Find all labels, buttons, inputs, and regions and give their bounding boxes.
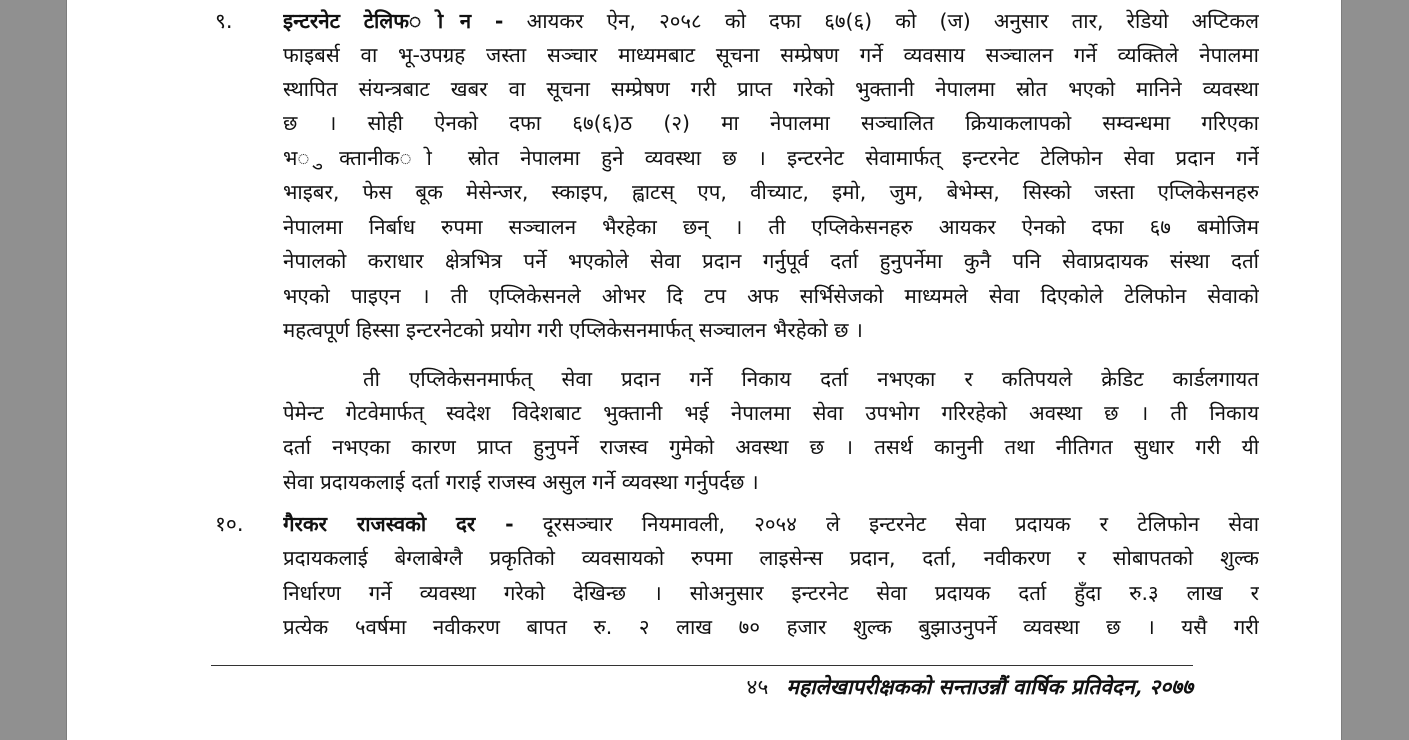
paragraph-line: नेपालको कराधार क्षेत्रभित्र पर्ने भएकोले सेवा प्रदान गर्नुपूर्व दर्ता हुनुपर्नेमा कुनै पनि सेवाप्रदायक संस्था दर्ता xyxy=(283,249,1259,273)
paragraph-line: पेमेन्ट गेटवेमार्फत् स्वदेश विदेशबाट भुक्तानी भई नेपालमा सेवा उपभोग गरिरहेको अवस्था छ । ती निकाय xyxy=(283,401,1259,425)
paragraph-line: प्रत्येक ५वर्षमा नवीकरण बापत रु. २ लाख ७० हजार शुल्क बुझाउनुपर्ने व्यवस्था छ । यसै गरी xyxy=(283,615,1259,639)
item-number: ९. xyxy=(215,9,233,33)
paragraph-line: प्रदायकलाई बेग्लाबेग्लै प्रकृतिको व्यवसायको रुपमा लाइसेन्स प्रदान, दर्ता, नवीकरण र सोबापतको शुल्क xyxy=(283,546,1259,570)
paragraph-line: निर्धारण गर्ने व्यवस्था गरेको देखिन्छ । सोअनुसार इन्टरनेट सेवा प्रदायक दर्ता हुँदा रु.३ लाख र xyxy=(283,581,1259,605)
paragraph-line: भ◌ुक्तानीक◌ो स्रोत नेपालमा हुने व्यवस्था छ । इन्टरनेट सेवामार्फत् इन्टरनेट टेलिफोन सेवा प्रदान गर्ने xyxy=(283,146,1259,170)
item-heading: इन्टरनेट टेलिफ◌ोन - xyxy=(283,9,504,33)
item-text: दूरसञ्चार नियमावली, २०५४ ले इन्टरनेट सेवा प्रदायक र टेलिफोन सेवा xyxy=(513,512,1259,536)
item-first-line xyxy=(283,507,1259,541)
paragraph-line: नेपालमा निर्बाध रुपमा सञ्चालन भैरहेका छन् । ती एप्लिकेसनहरु आयकर ऐनको दफा ६७ बमोजिम xyxy=(283,215,1259,239)
item-text: आयकर ऐन, २०५८ को दफा ६७(६) को (ज) अनुसार तार, रेडियो अप्टिकल xyxy=(503,9,1259,33)
paragraph-line-last: सेवा प्रदायकलाई दर्ता गराई राजस्व असुल गर्ने व्यवस्था गर्नुपर्दछ । xyxy=(283,470,759,494)
paragraph-line: फाइबर्स वा भू-उपग्रह जस्ता सञ्चार माध्यमबाट सूचना सम्प्रेषण गर्ने व्यवसाय सञ्चालन गर्ने व्यक्तिले नेपालमा xyxy=(283,43,1259,67)
page-footer xyxy=(211,670,1193,704)
viewer-gutter-left xyxy=(0,0,67,740)
paragraph-line: छ । सोही ऐनको दफा ६७(६)ठ (२) मा नेपालमा सञ्चालित क्रियाकलापको सम्वन्धमा गरिएका xyxy=(283,111,1259,135)
paragraph-line: भएको पाइएन । ती एप्लिकेसनले ओभर दि टप अफ सर्भिसेजको माध्यमले सेवा दिएकोले टेलिफोन सेवाको xyxy=(283,284,1259,308)
paragraph-line-indented: ती एप्लिकेसनमार्फत् सेवा प्रदान गर्ने निकाय दर्ता नभएका र कतिपयले क्रेडिट कार्डलगायत xyxy=(363,367,1259,391)
paragraph-line: स्थापित संयन्त्रबाट खबर वा सूचना सम्प्रेषण गरी प्राप्त गरेको भुक्तानी नेपालमा स्रोत भएको मानिने व्यवस्था xyxy=(283,77,1259,101)
report-title: महालेखापरीक्षकको सन्ताउन्नौं वार्षिक प्रतिवेदन, २०७७ xyxy=(786,674,1193,699)
paragraph-line-last: महत्वपूर्ण हिस्सा इन्टरनेटको प्रयोग गरी एप्लिकेसनमार्फत् सञ्चालन भैरहेको छ । xyxy=(283,318,863,342)
footer-rule xyxy=(211,665,1193,666)
paragraph-line: भाइबर, फेस बूक मेसेन्जर, स्काइप, ह्वाटस् एप, वीच्याट, इमो, जुम, बेभेम्स, सिस्को जस्ता एप्लिकेसनहरु xyxy=(283,180,1259,204)
paragraph-line: दर्ता नभएका कारण प्राप्त हुनुपर्ने राजस्व गुमेको अवस्था छ । तसर्थ कानुनी तथा नीतिगत सुधार गरी यी xyxy=(283,435,1259,459)
item-heading: गैरकर राजस्वको दर - xyxy=(283,512,514,536)
item-first-line xyxy=(283,4,1259,38)
page-number: ४५ xyxy=(746,675,769,699)
viewer-gutter-right xyxy=(1341,0,1409,740)
document-page xyxy=(67,0,1341,740)
item-number: १०. xyxy=(215,512,244,536)
